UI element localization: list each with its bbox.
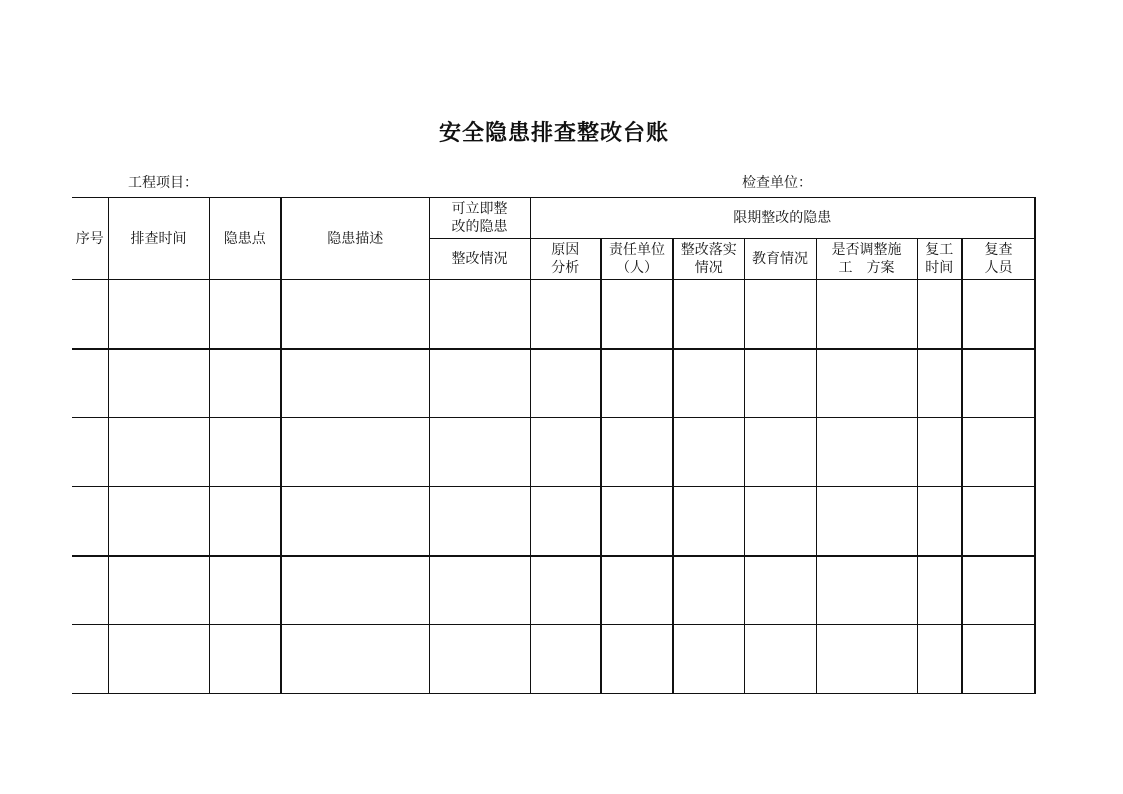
table-row <box>72 418 1035 487</box>
inspection-unit-label: 检查单位： <box>742 175 812 191</box>
table-cell[interactable] <box>72 280 108 349</box>
header-rectify-status: 整改情况 <box>429 239 530 280</box>
header-row-1 <box>72 198 1035 239</box>
table-cell[interactable] <box>108 349 209 418</box>
table-cell[interactable] <box>601 280 673 349</box>
header-cause-analysis <box>530 239 601 280</box>
header-seq: 序号 <box>72 198 108 280</box>
table-row <box>72 487 1035 556</box>
table-cell[interactable] <box>601 556 673 625</box>
table-cell[interactable] <box>917 487 962 556</box>
table-cell[interactable] <box>530 487 601 556</box>
table-cell[interactable] <box>962 625 1035 694</box>
table-cell[interactable] <box>429 280 530 349</box>
table-cell[interactable] <box>917 280 962 349</box>
table-cell[interactable] <box>429 418 530 487</box>
table-cell[interactable] <box>744 280 816 349</box>
table-cell[interactable] <box>281 418 429 487</box>
header-recheck-line2: 人员 <box>984 260 1013 276</box>
table-cell[interactable] <box>281 280 429 349</box>
table-cell[interactable] <box>108 280 209 349</box>
table-cell[interactable] <box>530 418 601 487</box>
header-inspect-time: 排查时间 <box>108 198 209 280</box>
header-resume-line2: 时间 <box>925 260 954 276</box>
document-title: 安全隐患排查整改台账 <box>438 121 669 146</box>
table-cell[interactable] <box>72 418 108 487</box>
header-impl-line2: 情况 <box>694 260 723 276</box>
table-cell[interactable] <box>601 418 673 487</box>
header-resume-time <box>917 239 962 280</box>
header-immediate-group-line1: 可立即整 <box>451 201 508 217</box>
header-resp-line2: （人） <box>616 260 658 276</box>
table-cell[interactable] <box>281 625 429 694</box>
table-row <box>72 625 1035 694</box>
table-cell[interactable] <box>673 349 744 418</box>
table-cell[interactable] <box>429 349 530 418</box>
table-cell[interactable] <box>429 625 530 694</box>
table-row <box>72 280 1035 349</box>
table-cell[interactable] <box>673 280 744 349</box>
header-responsible-unit <box>601 239 673 280</box>
header-adjust-line2: 工 方案 <box>838 260 895 276</box>
table-cell[interactable] <box>673 418 744 487</box>
table-cell[interactable] <box>72 349 108 418</box>
table-cell[interactable] <box>917 349 962 418</box>
table-cell[interactable] <box>429 487 530 556</box>
header-adjust-plan <box>816 239 917 280</box>
table-cell[interactable] <box>962 556 1035 625</box>
table-cell[interactable] <box>816 625 917 694</box>
header-impl-line1: 整改落实 <box>680 242 737 258</box>
header-education: 教育情况 <box>744 239 816 280</box>
table-cell[interactable] <box>108 418 209 487</box>
table-cell[interactable] <box>530 280 601 349</box>
table-cell[interactable] <box>209 280 281 349</box>
header-cause-line1: 原因 <box>551 242 580 258</box>
header-resume-line1: 复工 <box>925 242 954 258</box>
table-cell[interactable] <box>530 625 601 694</box>
table-cell[interactable] <box>744 556 816 625</box>
table-cell[interactable] <box>601 625 673 694</box>
table-cell[interactable] <box>816 487 917 556</box>
table-cell[interactable] <box>72 625 108 694</box>
header-adjust-line1: 是否调整施 <box>831 242 902 258</box>
header-immediate-group <box>429 198 530 239</box>
table-cell[interactable] <box>962 487 1035 556</box>
table-cell[interactable] <box>962 418 1035 487</box>
table-row <box>72 349 1035 418</box>
table-cell[interactable] <box>209 556 281 625</box>
table-cell[interactable] <box>744 418 816 487</box>
table-cell[interactable] <box>209 625 281 694</box>
table-cell[interactable] <box>281 487 429 556</box>
header-resp-line1: 责任单位 <box>609 242 665 258</box>
ledger-body <box>72 280 1035 694</box>
header-immediate-group-line2: 改的隐患 <box>451 219 508 235</box>
table-cell[interactable] <box>962 280 1035 349</box>
table-cell[interactable] <box>530 556 601 625</box>
header-implementation <box>673 239 744 280</box>
table-cell[interactable] <box>917 625 962 694</box>
table-cell[interactable] <box>601 487 673 556</box>
table-cell[interactable] <box>673 487 744 556</box>
table-cell[interactable] <box>744 487 816 556</box>
table-cell[interactable] <box>72 487 108 556</box>
table-cell[interactable] <box>917 556 962 625</box>
table-cell[interactable] <box>816 349 917 418</box>
header-hazard-description: 隐患描述 <box>281 198 429 280</box>
table-cell[interactable] <box>429 556 530 625</box>
table-cell[interactable] <box>601 349 673 418</box>
table-cell[interactable] <box>530 349 601 418</box>
table-cell[interactable] <box>816 418 917 487</box>
table-cell[interactable] <box>816 280 917 349</box>
table-cell[interactable] <box>917 418 962 487</box>
header-deadline-group: 限期整改的隐患 <box>530 198 1035 239</box>
table-cell[interactable] <box>962 349 1035 418</box>
header-hazard-point: 隐患点 <box>209 198 281 280</box>
table-cell[interactable] <box>209 418 281 487</box>
table-cell[interactable] <box>108 556 209 625</box>
table-cell[interactable] <box>673 556 744 625</box>
hazard-ledger-table <box>72 197 1036 694</box>
table-cell[interactable] <box>72 556 108 625</box>
table-cell[interactable] <box>108 625 209 694</box>
table-cell[interactable] <box>673 625 744 694</box>
table-cell[interactable] <box>281 349 429 418</box>
table-cell[interactable] <box>744 625 816 694</box>
table-cell[interactable] <box>744 349 816 418</box>
table-cell[interactable] <box>816 556 917 625</box>
table-cell[interactable] <box>209 349 281 418</box>
table-cell[interactable] <box>281 556 429 625</box>
header-cause-line2: 分析 <box>551 260 580 276</box>
table-row <box>72 556 1035 625</box>
table-cell[interactable] <box>209 487 281 556</box>
header-recheck-staff <box>962 239 1035 280</box>
table-cell[interactable] <box>108 487 209 556</box>
project-label: 工程项目： <box>128 175 198 191</box>
header-recheck-line1: 复查 <box>984 242 1013 258</box>
